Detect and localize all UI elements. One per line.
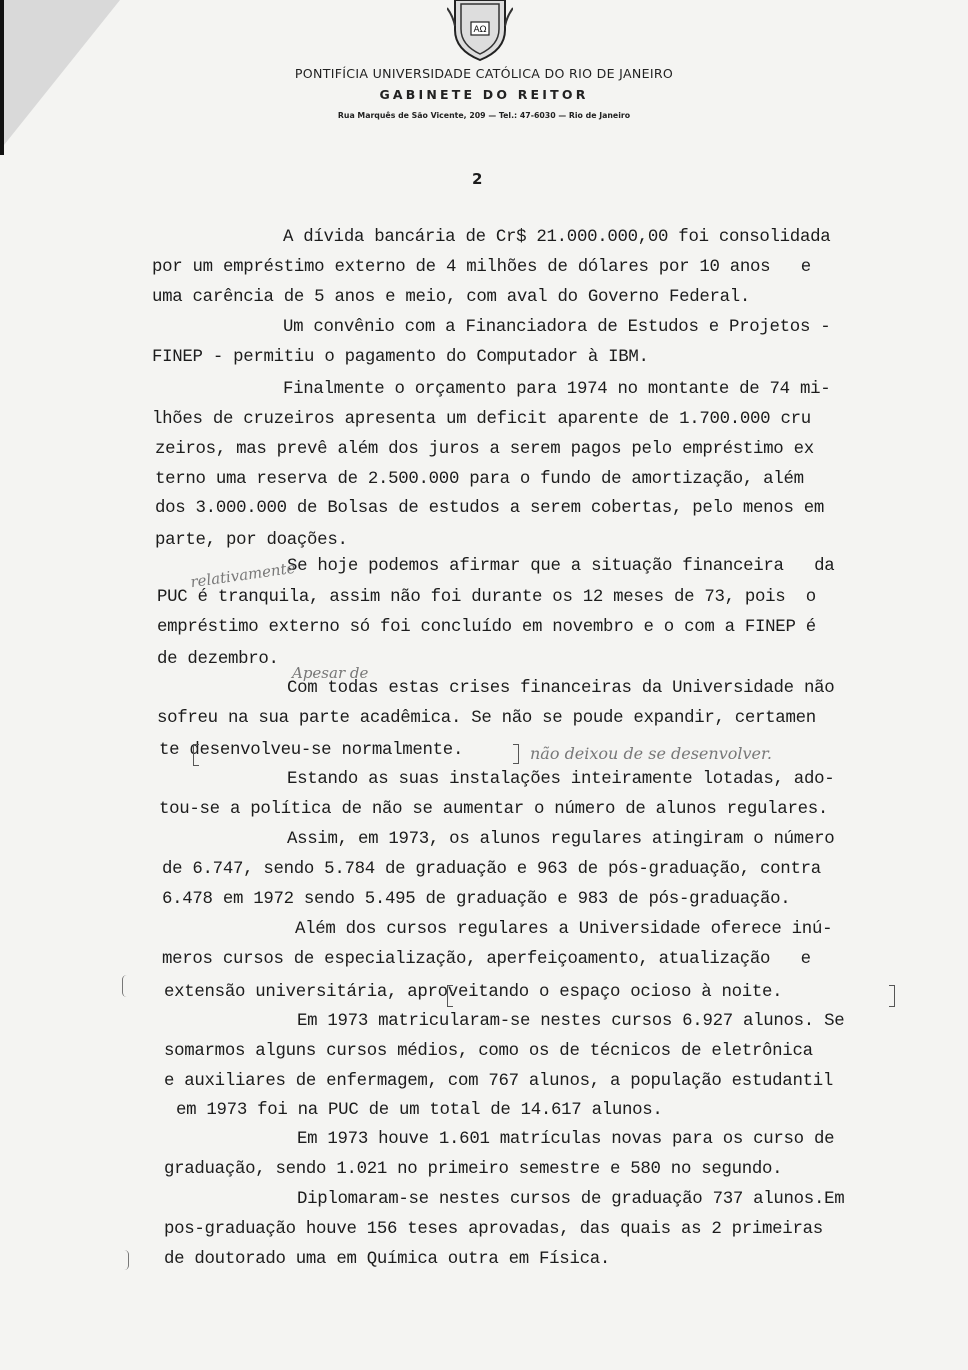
university-crest-logo <box>447 0 513 62</box>
handwritten-annotation: relativamente <box>189 558 297 592</box>
text-line: tou-se a política de não se aumentar o número de alunos regulares. <box>159 800 828 819</box>
text-line: dos 3.000.000 de Bolsas de estudos a serem cobertas, pelo menos em <box>155 499 824 518</box>
page-number: 2 <box>472 170 483 188</box>
text-line: PUC é tranquila, assim não foi durante os 12 meses de 73, pois o <box>157 588 816 607</box>
handwritten-annotation: Apesar de <box>292 664 369 682</box>
text-line: graduação, sendo 1.021 no primeiro semestre e 580 no segundo. <box>164 1160 783 1179</box>
text-line: lhões de cruzeiros apresenta um deficit aparente de 1.700.000 cru <box>152 410 811 429</box>
office-name: GABINETE DO REITOR <box>379 87 589 102</box>
text-line: e auxiliares de enfermagem, com 767 alunos, a população estudantil <box>164 1072 833 1091</box>
text-line: Em 1973 houve 1.601 matrículas novas para os curso de <box>297 1130 835 1149</box>
text-line: terno uma reserva de 2.500.000 para o fundo de amortização, além <box>155 470 804 489</box>
text-line: parte, por doações. <box>155 531 348 550</box>
text-line: pos-graduação houve 156 teses aprovadas, das quais as 2 primeiras <box>164 1220 823 1239</box>
text-line: A dívida bancária de Cr$ 21.000.000,00 foi consolidada <box>283 228 831 247</box>
text-line: extensão universitária, aproveitando o espaço ocioso à noite. <box>164 983 783 1002</box>
svg-text:AΩ: AΩ <box>473 25 487 35</box>
text-line: de doutorado uma em Química outra em Física. <box>164 1250 610 1269</box>
institution-name: PONTIFÍCIA UNIVERSIDADE CATÓLICA DO RIO DE JANEIRO <box>294 66 674 81</box>
text-line: por um empréstimo externo de 4 milhões de dólares por 10 anos e <box>152 258 811 277</box>
text-line: Em 1973 matricularam-se nestes cursos 6.927 alunos. Se <box>297 1012 845 1031</box>
text-line: Finalmente o orçamento para 1974 no montante de 74 mi- <box>283 380 831 399</box>
text-line: de dezembro. <box>157 650 279 669</box>
text-line: em 1973 foi na PUC de um total de 14.617 alunos. <box>176 1101 663 1120</box>
margin-mark <box>120 1250 129 1270</box>
handwritten-bracket <box>513 744 519 764</box>
text-line: Assim, em 1973, os alunos regulares atingiram o número <box>287 830 835 849</box>
text-line: Estando as suas instalações inteiramente lotadas, ado- <box>287 770 835 789</box>
text-line: Um convênio com a Financiadora de Estudos e Projetos - <box>283 318 831 337</box>
handwritten-bracket <box>193 744 199 766</box>
text-line: de 6.747, sendo 5.784 de graduação e 963 de pós-graduação, contra <box>162 860 821 879</box>
text-line: empréstimo externo só foi concluído em novembro e o com a FINEP é <box>157 618 816 637</box>
text-line: somarmos alguns cursos médios, como os de técnicos de eletrônica <box>164 1042 813 1061</box>
text-line: Diplomaram-se nestes cursos de graduação 737 alunos.Em <box>297 1190 845 1209</box>
text-line: Com todas estas crises financeiras da Universidade não <box>287 679 835 698</box>
text-line: zeiros, mas prevê além dos juros a serem pagos pelo empréstimo ex <box>155 440 814 459</box>
handwritten-bracket <box>447 985 453 1007</box>
handwritten-annotation: não deixou de se desenvolver. <box>530 744 772 763</box>
text-line: sofreu na sua parte acadêmica. Se não se poude expandir, certamen <box>157 709 816 728</box>
text-line: meros cursos de especialização, aperfeiçoamento, atualização e <box>162 950 811 969</box>
margin-mark <box>122 975 131 997</box>
text-line: 6.478 em 1972 sendo 5.495 de graduação e 983 de pós-graduação. <box>162 890 791 909</box>
text-line: Se hoje podemos afirmar que a situação financeira da <box>287 557 835 576</box>
text-line: te desenvolveu-se normalmente. <box>159 741 464 760</box>
address-line: Rua Marquês de São Vicente, 209 — Tel.: 47-6030 — Rio de Janeiro <box>337 111 631 120</box>
text-line: FINEP - permitiu o pagamento do Computador à IBM. <box>152 348 649 367</box>
text-line: uma carência de 5 anos e meio, com aval do Governo Federal. <box>152 288 751 307</box>
handwritten-bracket <box>889 985 895 1007</box>
text-line: Além dos cursos regulares a Universidade oferece inú- <box>295 920 833 939</box>
